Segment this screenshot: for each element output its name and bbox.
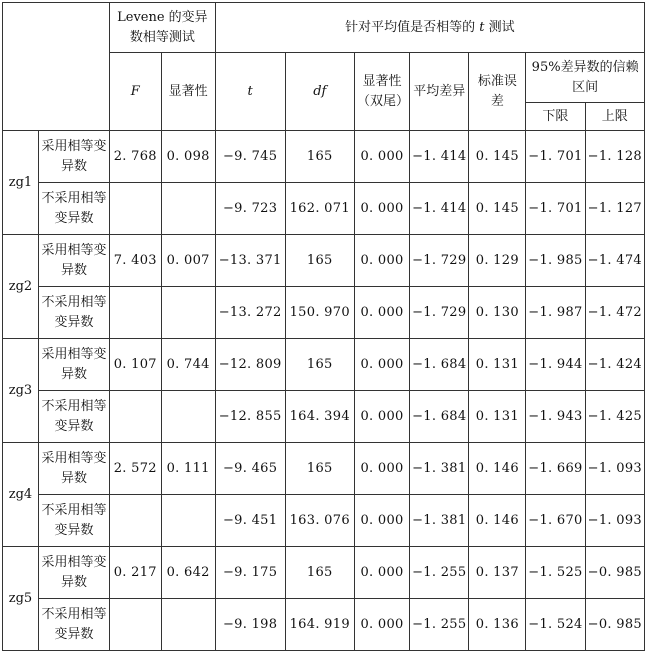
cell-t: −9. 451 — [215, 495, 285, 547]
cell-upper: −0. 985 — [585, 599, 644, 651]
cell-std-err: 0. 137 — [469, 547, 526, 599]
group-label: zg5 — [3, 547, 39, 651]
variance-label: 采用相等变异数 — [39, 131, 110, 183]
cell-levene-sig: 0. 111 — [161, 443, 215, 495]
cell-levene-sig: 0. 642 — [161, 547, 215, 599]
cell-levene-sig: 0. 098 — [161, 131, 215, 183]
cell-upper: −1. 093 — [585, 495, 644, 547]
cell-lower: −1. 701 — [526, 131, 585, 183]
col-header-mean-diff: 平均差异 — [410, 53, 469, 131]
cell-df: 164. 919 — [285, 599, 354, 651]
variance-label: 不采用相等变异数 — [39, 495, 110, 547]
cell-sig-two-tailed: 0. 000 — [354, 131, 409, 183]
variance-label: 不采用相等变异数 — [39, 599, 110, 651]
table-row — [3, 183, 645, 235]
variance-label: 采用相等变异数 — [39, 339, 110, 391]
cell-upper: −0. 985 — [585, 547, 644, 599]
group-label: zg3 — [3, 339, 39, 443]
cell-lower: −1. 525 — [526, 547, 585, 599]
cell-mean-diff: −1. 729 — [410, 287, 469, 339]
cell-lower: −1. 944 — [526, 339, 585, 391]
cell-upper: −1. 128 — [585, 131, 644, 183]
cell-upper: −1. 472 — [585, 287, 644, 339]
table-row — [3, 547, 645, 599]
cell-sig-two-tailed: 0. 000 — [354, 495, 409, 547]
cell-df: 165 — [285, 547, 354, 599]
cell-mean-diff: −1. 381 — [410, 443, 469, 495]
cell-F: 0. 217 — [110, 547, 162, 599]
cell-sig-two-tailed: 0. 000 — [354, 339, 409, 391]
cell-levene-sig: 0. 744 — [161, 339, 215, 391]
ttest-header-t: t — [479, 19, 485, 35]
cell-std-err: 0. 146 — [469, 495, 526, 547]
cell-df: 150. 970 — [285, 287, 354, 339]
ttest-group-header — [215, 3, 644, 53]
cell-mean-diff: −1. 414 — [410, 131, 469, 183]
cell-t: −12. 855 — [215, 391, 285, 443]
cell-std-err: 0. 145 — [469, 183, 526, 235]
cell-mean-diff: −1. 255 — [410, 547, 469, 599]
cell-upper: −1. 424 — [585, 339, 644, 391]
cell-levene-sig — [161, 495, 215, 547]
ci-group-header: 95%差异数的信赖区间 — [526, 53, 645, 103]
cell-df: 162. 071 — [285, 183, 354, 235]
col-header-upper: 上限 — [585, 103, 644, 131]
ttest-header-suffix: 测试 — [484, 19, 515, 35]
group-label: zg1 — [3, 131, 39, 235]
cell-lower: −1. 670 — [526, 495, 585, 547]
cell-std-err: 0. 131 — [469, 391, 526, 443]
cell-lower: −1. 524 — [526, 599, 585, 651]
variance-label: 采用相等变异数 — [39, 235, 110, 287]
cell-levene-sig: 0. 007 — [161, 235, 215, 287]
cell-mean-diff: −1. 414 — [410, 183, 469, 235]
cell-levene-sig — [161, 391, 215, 443]
cell-sig-two-tailed: 0. 000 — [354, 599, 409, 651]
col-header-sig-two-tailed: 显著性（双尾） — [354, 53, 409, 131]
group-label: zg4 — [3, 443, 39, 547]
cell-std-err: 0. 136 — [469, 599, 526, 651]
cell-lower: −1. 943 — [526, 391, 585, 443]
cell-t: −13. 371 — [215, 235, 285, 287]
col-header-F: F — [110, 53, 162, 131]
group-label: zg2 — [3, 235, 39, 339]
cell-mean-diff: −1. 684 — [410, 339, 469, 391]
cell-upper: −1. 474 — [585, 235, 644, 287]
variance-label: 不采用相等变异数 — [39, 391, 110, 443]
cell-t: −9. 175 — [215, 547, 285, 599]
levene-group-header: Levene 的变异数相等测试 — [110, 3, 216, 53]
table-row — [3, 391, 645, 443]
ttest-header-text: 针对平均值是否相等的 — [345, 19, 480, 35]
cell-F — [110, 599, 162, 651]
ttest-table — [2, 2, 645, 651]
cell-levene-sig — [161, 287, 215, 339]
variance-label: 不采用相等变异数 — [39, 287, 110, 339]
cell-df: 164. 394 — [285, 391, 354, 443]
cell-lower: −1. 987 — [526, 287, 585, 339]
table-row — [3, 339, 645, 391]
col-header-lower: 下限 — [526, 103, 585, 131]
cell-F: 2. 572 — [110, 443, 162, 495]
cell-std-err: 0. 145 — [469, 131, 526, 183]
cell-F: 0. 107 — [110, 339, 162, 391]
cell-df: 165 — [285, 131, 354, 183]
cell-mean-diff: −1. 381 — [410, 495, 469, 547]
col-header-levene-sig: 显著性 — [161, 53, 215, 131]
col-header-t: t — [215, 53, 285, 131]
cell-std-err: 0. 146 — [469, 443, 526, 495]
table-row — [3, 287, 645, 339]
cell-t: −9. 745 — [215, 131, 285, 183]
variance-label: 采用相等变异数 — [39, 547, 110, 599]
cell-sig-two-tailed: 0. 000 — [354, 391, 409, 443]
cell-lower: −1. 669 — [526, 443, 585, 495]
cell-F: 2. 768 — [110, 131, 162, 183]
cell-t: −13. 272 — [215, 287, 285, 339]
cell-mean-diff: −1. 255 — [410, 599, 469, 651]
cell-sig-two-tailed: 0. 000 — [354, 443, 409, 495]
table-row — [3, 131, 645, 183]
col-header-std-err-diff: 标准误差 — [469, 53, 526, 131]
cell-F — [110, 391, 162, 443]
cell-F — [110, 287, 162, 339]
variance-label: 采用相等变异数 — [39, 443, 110, 495]
cell-std-err: 0. 131 — [469, 339, 526, 391]
cell-levene-sig — [161, 183, 215, 235]
cell-lower: −1. 701 — [526, 183, 585, 235]
cell-levene-sig — [161, 599, 215, 651]
cell-upper: −1. 425 — [585, 391, 644, 443]
cell-mean-diff: −1. 684 — [410, 391, 469, 443]
cell-std-err: 0. 129 — [469, 235, 526, 287]
table-row — [3, 495, 645, 547]
cell-upper: −1. 127 — [585, 183, 644, 235]
cell-df: 165 — [285, 235, 354, 287]
cell-sig-two-tailed: 0. 000 — [354, 235, 409, 287]
cell-t: −9. 465 — [215, 443, 285, 495]
cell-df: 165 — [285, 339, 354, 391]
cell-upper: −1. 093 — [585, 443, 644, 495]
cell-t: −9. 198 — [215, 599, 285, 651]
col-header-df: df — [285, 53, 354, 131]
cell-F — [110, 183, 162, 235]
cell-std-err: 0. 130 — [469, 287, 526, 339]
cell-mean-diff: −1. 729 — [410, 235, 469, 287]
variance-label: 不采用相等变异数 — [39, 183, 110, 235]
cell-F: 7. 403 — [110, 235, 162, 287]
cell-df: 163. 076 — [285, 495, 354, 547]
table-row — [3, 235, 645, 287]
cell-df: 165 — [285, 443, 354, 495]
cell-t: −9. 723 — [215, 183, 285, 235]
cell-sig-two-tailed: 0. 000 — [354, 547, 409, 599]
table-row — [3, 443, 645, 495]
cell-t: −12. 809 — [215, 339, 285, 391]
cell-sig-two-tailed: 0. 000 — [354, 183, 409, 235]
corner-cell — [3, 3, 110, 131]
cell-F — [110, 495, 162, 547]
cell-lower: −1. 985 — [526, 235, 585, 287]
cell-sig-two-tailed: 0. 000 — [354, 287, 409, 339]
table-row — [3, 599, 645, 651]
